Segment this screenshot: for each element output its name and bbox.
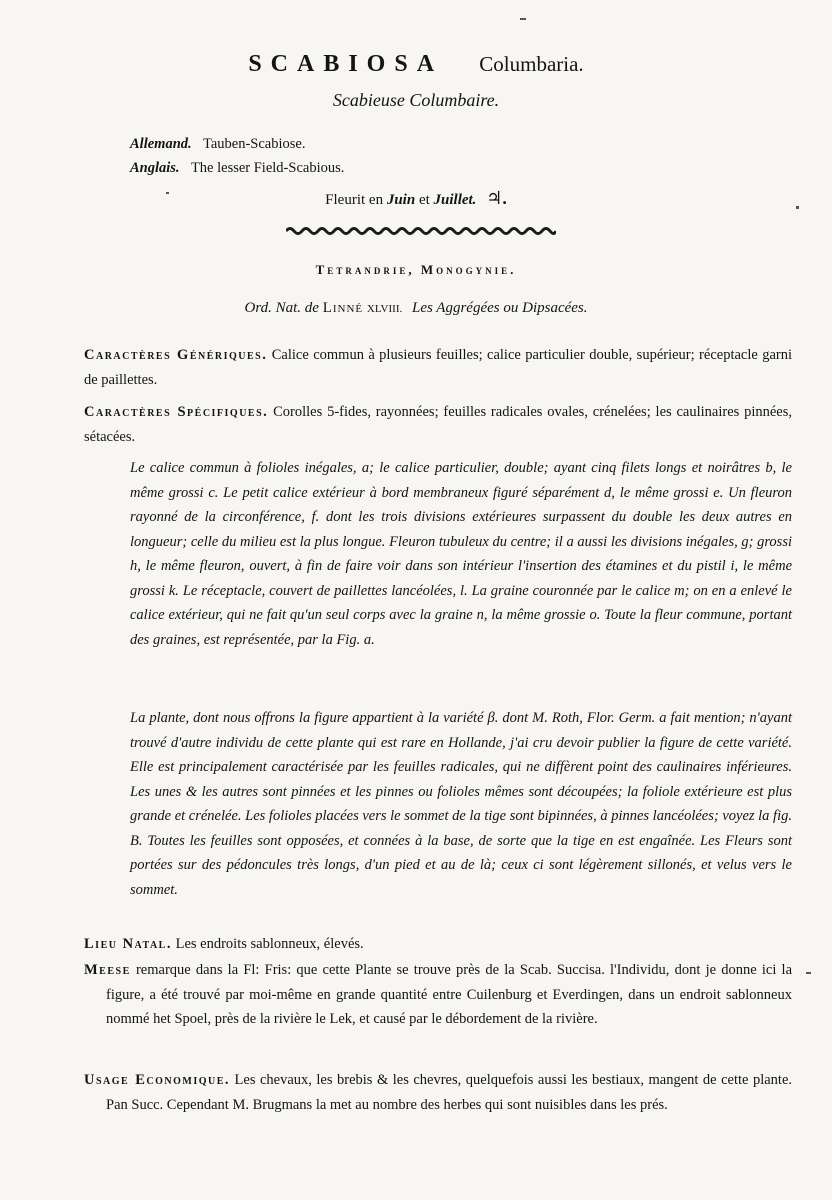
order-prefix: Ord. Nat. [244, 300, 302, 316]
english-name-line [130, 160, 344, 177]
section-heading: Caractères Génériques. [84, 347, 268, 363]
flowering-connector: et [418, 192, 430, 208]
flowering-prefix: Fleurit en [325, 192, 384, 208]
meese-remark [84, 958, 793, 1032]
flowering-month: Juin [386, 192, 416, 208]
economic-usage [84, 1068, 793, 1117]
figure-description: Le calice commun à folioles inégales, a; le calice particulier, double; ayant cinq filets longs et noirâtres b, le même grossi c. Le petit calice extérieur à bord membraneux figuré séparément d, le même grossi e. Un fleuron rayonné de la circonférence, f. dont les trois divisions extérieures surpassent du double les deux autres en longueur; celle du milieu est la plus longue. Fleuron tubuleux du centre; il a aussi les divisions inégales, g; grossi h, le même fleuron, ouvert, à fin de faire voir dans son intérieur l'insertion des étamines et du pistil i, le même grossi k. Le réceptacle, couvert de paillettes lancéolées, l. La graine couronnée par le calice m; on en a enlevé le calice extérieur, qui ne fait qu'un seul corps avec la graine n, la même grossie o. Toute la fleur commune, portant des graines, est représentée, par la Fig. a. [130, 460, 792, 648]
ink-speck [520, 18, 526, 20]
natural-order-line [0, 300, 832, 317]
order-de: de [304, 300, 319, 316]
order-author: Linné [322, 300, 364, 316]
section-text: Les endroits sablonneux, élevés. [175, 936, 364, 952]
ink-speck [166, 192, 169, 194]
section-text: remarque dans la Fl: Fris: que cette Plante se trouve près de la Scab. Succisa. l'Individu, dont je donne ici la figure, a été trouvé par moi-même en grande quantité entre Cuilenburg et Everdingen, dans un endroit sablonneux nommé het Spoel, près de la rivière le Lek, et causé par le débordement de la rivière. [106, 962, 793, 1027]
habitat [84, 932, 792, 957]
species-name: Columbaria. [479, 52, 584, 76]
language-label: Anglais. [130, 160, 180, 176]
section-text: Calice commun à plusieurs feuilles; calice particulier double, supérieur; réceptacle garni de paillettes. [84, 347, 792, 388]
ornamental-rule [286, 224, 556, 238]
ink-speck [796, 206, 799, 209]
flowering-month: Juillet. [433, 192, 477, 208]
vernacular-name: The lesser Field-Scabious. [190, 160, 345, 176]
ink-speck [806, 972, 811, 974]
common-name: Scabieuse Columbaire. [332, 90, 500, 110]
section-text: Les chevaux, les brebis & les chevres, quelquefois aussi les bestiaux, mangent de cette plante. Pan Succ. Cependant M. Brugmans la met au nombre des herbes qui sont nuisibles dans les prés. [106, 1072, 793, 1113]
language-label: Allemand. [130, 136, 192, 152]
german-name-line [130, 136, 305, 153]
order-family: Les Aggrégées ou Dipsacées. [411, 300, 588, 316]
variety-note: La plante, dont nous offrons la figure appartient à la variété β. dont M. Roth, Flor. Germ. a fait mention; n'ayant trouvé d'autre individu de cette plante qui est rare en Hollande, j'ai cru devoir publier la figure de cette variété. Elle est principalement caractérisée par les feuilles radicales, qui ne diffèrent point des caulinaires inférieures. Les unes & les autres sont pinnées et les pinnes ou folioles mêmes sont découpées; la foliole extérieure est plus grande et crénelée. Les folioles placées vers le sommet de la tige sont bipinnées, à pinnes lancéolées; voyez la fig. B. Toutes les feuilles sont opposées, et connées à la base, de sorte que la tige en est engaînée. Les Fleurs sont portées sur des pédoncules très longs, d'un pied et au de là; ceux ci sont légèrement sillonés, et velus vers le sommet. [130, 710, 792, 898]
order-number: XLVIII. [366, 303, 403, 315]
vernacular-name: Tauben-Scabiose. [203, 136, 306, 152]
genus-name: SCABIOSA [248, 51, 444, 77]
generic-characters [84, 343, 792, 392]
perennial-symbol: ♃. [486, 188, 507, 208]
page-title [0, 50, 832, 78]
section-text: Corolles 5-fides, rayonnées; feuilles radicales ovales, crénelées; les caulinaires pinnées, sétacées. [84, 404, 793, 445]
section-heading: Meese [84, 962, 131, 978]
flowering-line [0, 188, 832, 209]
section-heading: Lieu Natal. [84, 936, 172, 952]
specific-characters [84, 400, 792, 449]
classification-line: Tetrandrie, Monogynie. [315, 262, 517, 277]
section-heading: Usage Economique. [84, 1072, 231, 1088]
section-heading: Caractères Spécifiques. [84, 404, 269, 420]
